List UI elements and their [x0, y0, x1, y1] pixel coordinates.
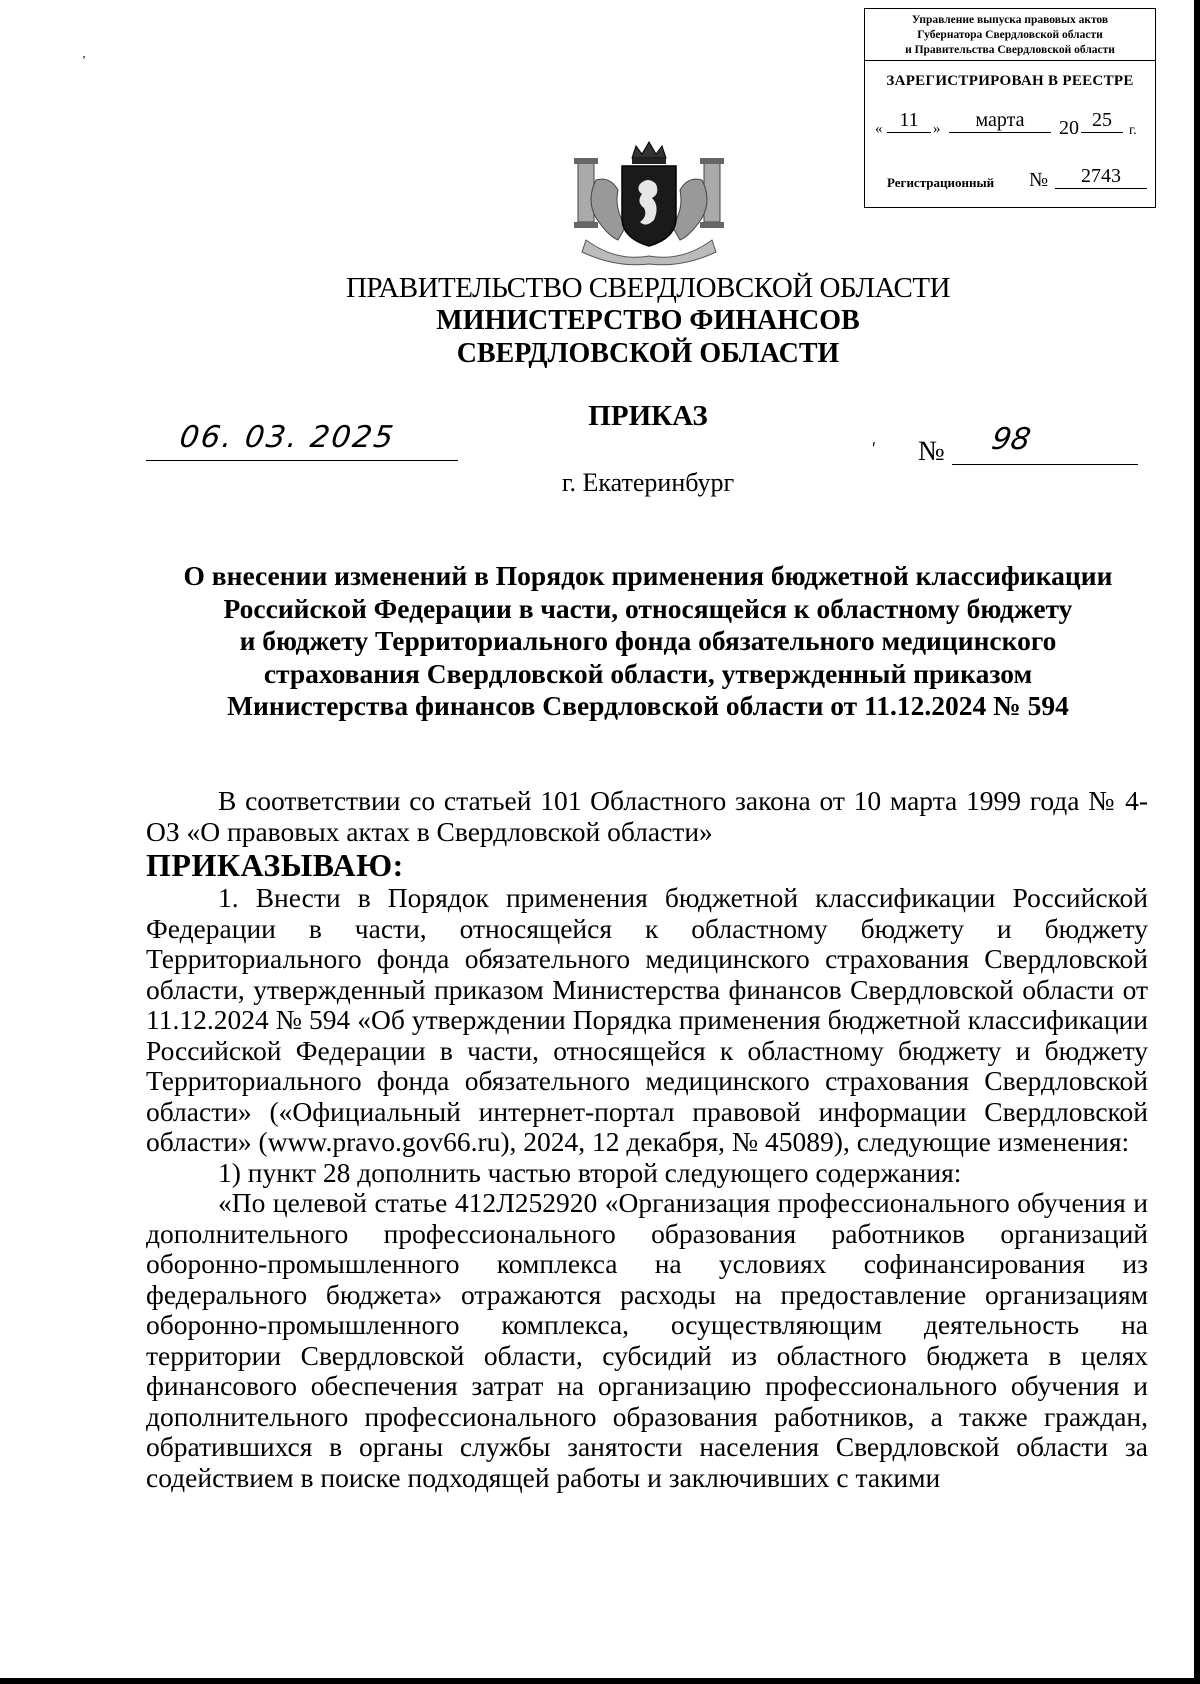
stamp-reg-number: 2743	[1055, 165, 1147, 189]
stamp-day: 11	[887, 109, 931, 133]
stamp-year-unit: г.	[1129, 123, 1137, 138]
quoted-text: «По целевой статье 412Л252920 «Организация профессионального обучения и дополнительного профессионального образования работников организаций оборонно-промышленного комплекса на условиях софинансирования из федерального бюджета» отражаются расходы на предоставление организациям оборонно-промышленного комплекса, осуществляющим деятельность на территории Свердловской области, субсидий из областного бюджета в целях финансового обеспечения затрат на организацию профессионального обучения и дополнительного профессионального образования работников, а также граждан, обратившихся в органы службы занятости населения Свердловской области за содействием в поиске подходящей работы и заключивших с такими	[146, 1187, 1148, 1493]
stamp-org-line: Управление выпуска правовых актов	[911, 14, 1109, 26]
title-line: и бюджету Территориального фонда обязательного медицинского	[239, 625, 1057, 656]
stamp-month: марта	[949, 109, 1051, 133]
ministry-name-line1: МИНИСТЕРСТВО ФИНАНСОВ	[436, 305, 860, 336]
title-line: Министерства финансов Свердловской области от 11.12.2024 № 594	[227, 690, 1069, 721]
stamp-close-quote: »	[933, 121, 941, 137]
document-body	[146, 786, 1148, 1493]
sub-item-1: 1) пункт 28 дополнить частью второй следующего содержания:	[218, 1156, 962, 1188]
stamp-date	[875, 109, 1149, 145]
stamp-reg-label: Регистрационный	[887, 175, 995, 190]
stamp-year-suffix: 25	[1081, 109, 1123, 133]
scan-speck: ‚	[82, 46, 86, 60]
stamp-org-line: Губернатора Свердловской области	[917, 29, 1103, 41]
handwritten-number: 98	[988, 422, 1034, 457]
stamp-org-line: и Правительства Свердловской области	[905, 44, 1115, 56]
stamp-open-quote: «	[875, 121, 883, 137]
title-line: Российской Федерации в части, относящейся к областному бюджету	[223, 592, 1073, 624]
stamp-num-sign: №	[1029, 169, 1049, 191]
registry-stamp	[864, 8, 1156, 208]
stamp-registration-number	[887, 165, 1147, 199]
stamp-registered-label: ЗАРЕГИСТРИРОВАН В РЕЕСТРЕ	[886, 73, 1134, 89]
orders-heading: ПРИКАЗЫВАЮ:	[146, 847, 404, 883]
date-underline	[146, 460, 458, 461]
stamp-year-prefix: 20	[1059, 117, 1079, 139]
title-line: страхования Свердловской области, утвержденный приказом	[263, 657, 1033, 689]
number-underline	[952, 464, 1138, 465]
handwritten-date: 06. 03. 2025	[177, 420, 398, 455]
number-sign: №	[918, 436, 945, 467]
document-type: ПРИКАЗ	[588, 400, 708, 432]
ministry-name-line2: СВЕРДЛОВСКОЙ ОБЛАСТИ	[456, 338, 840, 369]
coat-of-arms-emblem	[556, 140, 742, 268]
stamp-organization	[865, 9, 1155, 61]
item-1: 1. Внести в Порядок применения бюджетной классификации Российской Федерации в части, относящейся к областному бюджету и бюджету Территориального фонда обязательного медицинского страхования Свердловской области, утвержденный приказом Министерства финансов Свердловской области от 11.12.2024 № 594 «Об утверждении Порядка применения бюджетной классификации Российской Федерации в части, относящейся к областному бюджету и бюджету Территориального фонда обязательного медицинского страхования Свердловской области» («Официальный интернет-портал правовой информации Свердловской области» (www.pravo.gov66.ru), 2024, 12 декабря, № 45089), следующие изменения:	[146, 882, 1148, 1157]
document-title	[160, 560, 1136, 723]
title-line: О внесении изменений в Порядок применения бюджетной классификации	[183, 560, 1113, 591]
government-name: ПРАВИТЕЛЬСТВО СВЕРДЛОВСКОЙ ОБЛАСТИ	[345, 272, 951, 304]
scan-mark: ʹ	[872, 438, 876, 458]
preamble: В соответствии со статьей 101 Областного закона от 10 марта 1999 года № 4-ОЗ «О правовых актах в Свердловской области»	[146, 785, 1148, 847]
city: г. Екатеринбург	[561, 468, 735, 497]
